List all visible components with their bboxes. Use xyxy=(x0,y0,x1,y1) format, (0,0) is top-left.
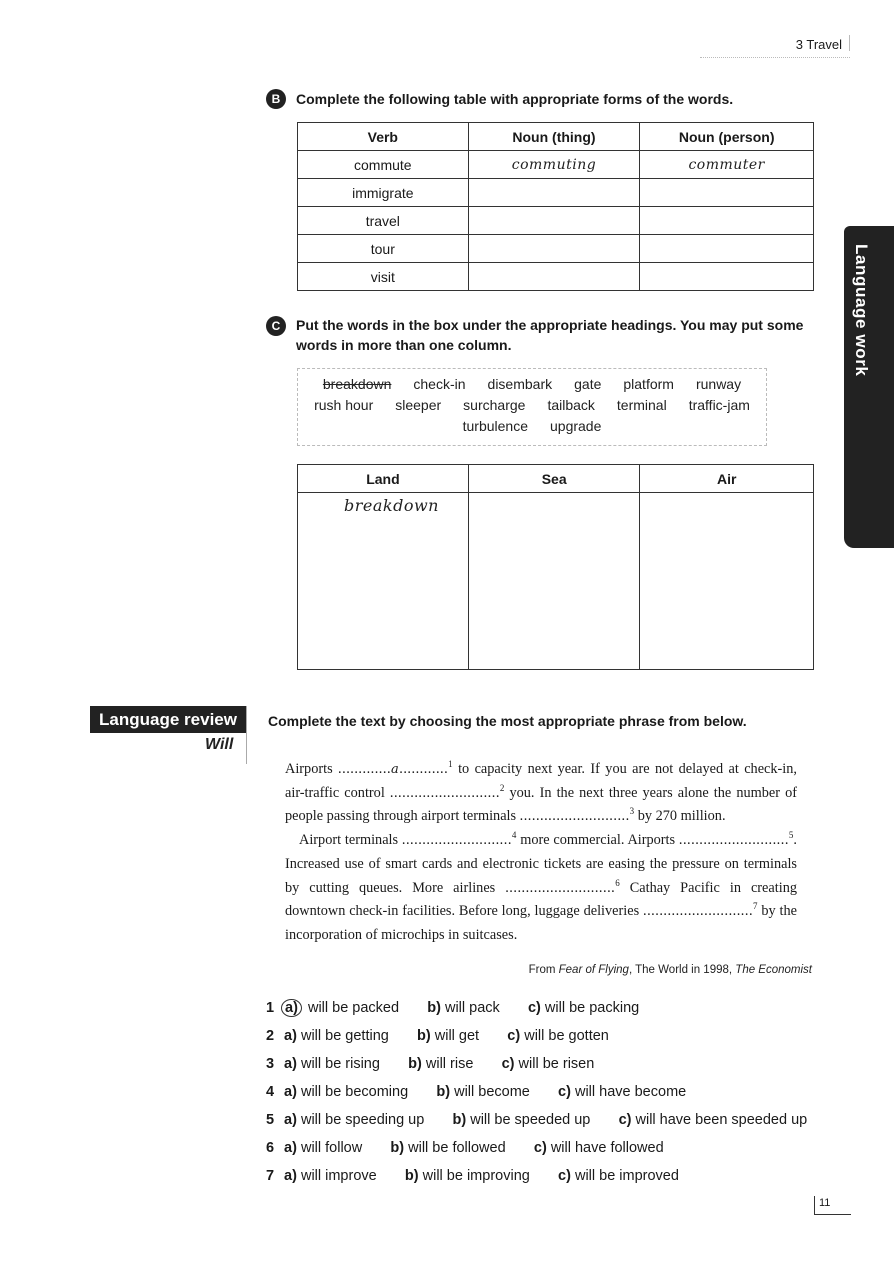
side-tab xyxy=(844,226,894,548)
section-b-marker: B xyxy=(266,89,286,109)
noun-person-cell[interactable]: commuter xyxy=(640,151,814,179)
word-item: turbulence xyxy=(462,418,528,434)
option-7a[interactable]: a) xyxy=(284,1168,297,1184)
header-divider xyxy=(849,35,850,51)
option-row-7: 7 a) will improve b) will be improving c) will be improved xyxy=(266,1168,679,1184)
header-sea: Sea xyxy=(468,465,640,493)
headings-table xyxy=(297,464,814,670)
option-3c[interactable]: c) xyxy=(501,1056,515,1072)
option-row-4: 4 a) will be becoming b) will become c) will have become xyxy=(266,1084,687,1100)
option-4b[interactable]: b) xyxy=(436,1084,451,1100)
blank-2[interactable]: ........................... xyxy=(389,784,500,801)
blank-4[interactable]: ........................... xyxy=(401,832,512,849)
table-row xyxy=(298,207,814,235)
table-row xyxy=(298,263,814,291)
option-1c[interactable]: c) xyxy=(527,1000,541,1016)
table-row xyxy=(298,179,814,207)
section-divider xyxy=(246,706,247,764)
option-row-3: 3 a) will be rising b) will rise c) will be risen xyxy=(266,1056,595,1072)
noun-person-cell[interactable] xyxy=(640,263,814,291)
option-6b[interactable]: b) xyxy=(390,1140,405,1156)
word-item: breakdown xyxy=(322,376,392,392)
word-row xyxy=(298,397,766,413)
blank-3[interactable]: ........................... xyxy=(519,808,630,825)
option-2a[interactable]: a) xyxy=(284,1028,297,1044)
word-item: traffic-jam xyxy=(688,397,750,413)
option-7b[interactable]: b) xyxy=(404,1168,419,1184)
option-row-2: 2 a) will be getting b) will get c) will be gotten xyxy=(266,1028,609,1044)
header-air: Air xyxy=(640,465,814,493)
blank-7[interactable]: ........................... xyxy=(643,903,754,920)
word-item: check-in xyxy=(413,376,466,392)
word-item: surcharge xyxy=(463,397,526,413)
section-c-instruction xyxy=(296,315,816,355)
blank-5[interactable]: ........................... xyxy=(678,832,789,849)
option-5c[interactable]: c) xyxy=(618,1112,632,1128)
word-box xyxy=(297,368,767,446)
noun-thing-cell[interactable] xyxy=(468,179,640,207)
word-item: upgrade xyxy=(550,418,602,434)
option-1a-selected[interactable]: a) xyxy=(281,999,302,1017)
word-item: rush hour xyxy=(314,397,374,413)
header-noun-person: Noun (person) xyxy=(640,123,814,151)
option-5a[interactable]: a) xyxy=(284,1112,297,1128)
land-entry: breakdown xyxy=(344,496,439,515)
noun-thing-cell[interactable] xyxy=(468,263,640,291)
page-number: 11 xyxy=(814,1196,851,1215)
instruction-line: words in more than one column. xyxy=(296,337,512,353)
word-item: tailback xyxy=(547,397,595,413)
option-5b[interactable]: b) xyxy=(452,1112,467,1128)
option-2b[interactable]: b) xyxy=(417,1028,431,1044)
option-4a[interactable]: a) xyxy=(284,1084,297,1100)
word-row xyxy=(298,418,766,434)
noun-thing-cell[interactable] xyxy=(468,235,640,263)
section-c-marker: C xyxy=(266,316,286,336)
header-verb: Verb xyxy=(298,123,469,151)
instruction-line: Put the words in the box under the appropriate headings. You may put some xyxy=(296,317,804,333)
word-item: sleeper xyxy=(395,397,442,413)
word-row xyxy=(298,376,766,392)
gap-fill-passage xyxy=(285,758,797,948)
noun-person-cell[interactable] xyxy=(640,179,814,207)
verb-cell: travel xyxy=(298,207,469,235)
noun-person-cell[interactable] xyxy=(640,235,814,263)
option-3b[interactable]: b) xyxy=(408,1056,422,1072)
table-row xyxy=(298,493,814,670)
option-6c[interactable]: c) xyxy=(533,1140,547,1156)
sea-column[interactable] xyxy=(468,493,640,670)
word-item: gate xyxy=(574,376,602,392)
verb-cell: commute xyxy=(298,151,469,179)
noun-person-cell[interactable] xyxy=(640,207,814,235)
option-1b[interactable]: b) xyxy=(427,1000,441,1016)
option-4c[interactable]: c) xyxy=(558,1084,571,1100)
language-review-subtitle: Will xyxy=(205,736,234,753)
blank-1-answer: a xyxy=(391,762,400,777)
section-b-instruction: Complete the following table with appropriate forms of the words. xyxy=(296,91,734,107)
blank-6[interactable]: ........................... xyxy=(505,879,616,896)
option-2c[interactable]: c) xyxy=(507,1028,521,1044)
option-7c[interactable]: c) xyxy=(558,1168,571,1184)
blank-1[interactable]: .............a............ xyxy=(338,761,449,777)
unit-title: 3 Travel xyxy=(795,37,842,52)
source-citation: From Fear of Flying, The World in 1998, The Economist xyxy=(528,964,812,976)
language-review-instruction: Complete the text by choosing the most appropriate phrase from below. xyxy=(268,713,747,729)
option-row-5: 5 a) will be speeding up b) will be speeded up c) will have been speeded up xyxy=(266,1112,808,1128)
table-row xyxy=(298,151,814,179)
word-item: terminal xyxy=(616,397,667,413)
table-header-row xyxy=(298,465,814,493)
noun-thing-cell[interactable] xyxy=(468,207,640,235)
option-6a[interactable]: a) xyxy=(284,1140,297,1156)
air-column[interactable] xyxy=(640,493,814,670)
table-header-row xyxy=(298,123,814,151)
passage-paragraph: Airport terminals ...........................$^4$ more commercial. Airports ...........................$^5$. Increased use of smart cards and electronic tickets are easing the pressure on terminals by cutting queues. More airlines ...........................$^6$ Cathay Pacific in creating downtown check-in facilities. Before long, luggage deliveries ...........................$^7$ by the incorporation of microchips in suitcases. xyxy=(285,830,797,943)
word-item: disembark xyxy=(487,376,553,392)
word-forms-table xyxy=(297,122,814,291)
option-3a[interactable]: a) xyxy=(284,1056,297,1072)
word-item: platform xyxy=(623,376,674,392)
noun-thing-cell[interactable]: commuting xyxy=(468,151,640,179)
header-noun-thing: Noun (thing) xyxy=(468,123,640,151)
option-row-6: 6 a) will follow b) will be followed c) will have followed xyxy=(266,1140,664,1156)
language-review-title: Language review xyxy=(90,706,246,733)
table-row xyxy=(298,235,814,263)
word-item: runway xyxy=(695,376,742,392)
header-land: Land xyxy=(298,465,469,493)
side-tab-label: Language work xyxy=(852,244,871,377)
land-column[interactable] xyxy=(298,493,469,670)
verb-cell: immigrate xyxy=(298,179,469,207)
passage-paragraph: Airports .............a............$^1$ to capacity next year. If you are not delayed at check-in, air-traffic control ...........................$^2$ you. In the next three years alone the number of people passing through airport terminals ...........................$^3$ by 270 million. xyxy=(285,759,798,825)
running-header xyxy=(700,35,850,58)
verb-cell: tour xyxy=(298,235,469,263)
verb-cell: visit xyxy=(298,263,469,291)
option-row-1: 1 a) will be packed b) will pack c) will be packing xyxy=(266,1000,640,1016)
